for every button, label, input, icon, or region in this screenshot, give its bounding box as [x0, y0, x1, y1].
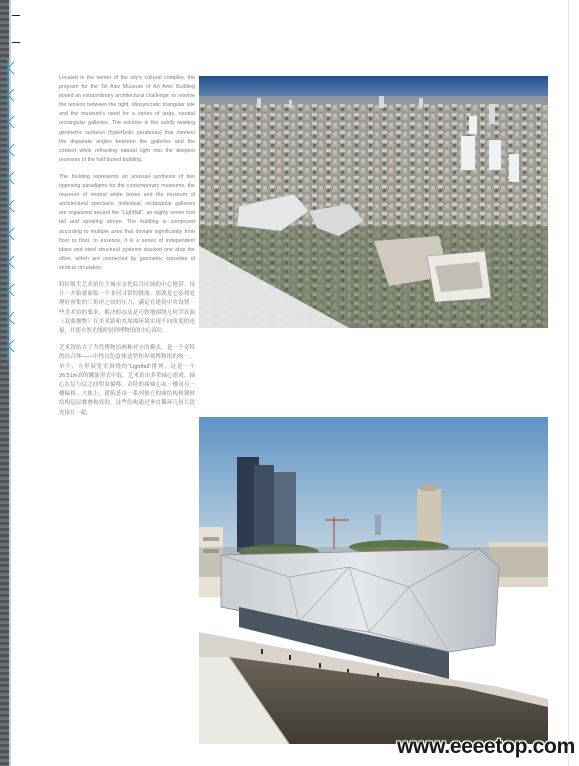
- museum-exterior-photo: [199, 417, 548, 744]
- page-edge-line: [568, 0, 569, 766]
- article-text-column: [59, 74, 195, 418]
- paragraph-chinese-1: 特拉维夫艺术馆位于城市文化综合区域的中心地带。设计一开始就面临一个非同寻常的挑战：那就是它必须处理好密集的三角形之间的压力，满足在建筑中央设置一些美术馆的要求。解决的办法是巧妙地围绕几何学表面（双曲抛物）在美术馆和其周围环境实现不同角度的连接，并使自然光线照射到博物馆的中心部位。: [59, 281, 195, 334]
- paragraph-english-2: The building represents an unusual synthesis of two opposing paradigms for the contemporary museums, the museum of neutral white boxes and the museum of architectural spectacle. Individual, rectangular galleries are organized around the "Lightfall", an eighty seven foot tall and spiraling atrium. The building is composed according to multiple axes that deviate significantly from floor to floor. In essence, it is a series of independent plans and steel structural systems stacked one atop the other, which are connected by geometric episodes of vertical circulation.: [59, 173, 195, 271]
- aerial-city-view-photo: [199, 76, 548, 328]
- margin-ruler-marks: [4, 0, 20, 370]
- paragraph-english-1: Located in the center of the city's cultural complex, the program for the Tel Aviv Museum of Art Amir Building posed an extraordinary architectural challenge: to resolve the tension between the tight, idiosyncratic triangular site and the museum's need for a series of large, neutral rectangular galleries. The solution is the subtly twisting geometric surfaces (hyperbolic parabolas) that connect the disparate angles between the galleries and the context while refracting natural light into the deepest recesses of the half buried building.: [59, 75, 195, 163]
- paragraph-chinese-2: 艺术馆结合了当代博物馆两种对立的模式，是一个奇特的结合体——中性白色盒体适型和界观博物馆的统一。单个、方形展览室围绕的“Lightfall”排列，这是一个26.51m高的螺旋形式中庭。艺术馆由多重轴心组成，轴心在层与层之间明显偏移。奇特的属轴心由一楼问另一楼偏移。大体上，建筑是由一系列独立的面结构和钢材结构层层叠叠构成的。这些结构通过垂直循环几何片段连接在一起。: [59, 345, 195, 416]
- ruler-icon: [4, 0, 20, 370]
- watermark-text: www.eeeetop.com: [397, 735, 575, 758]
